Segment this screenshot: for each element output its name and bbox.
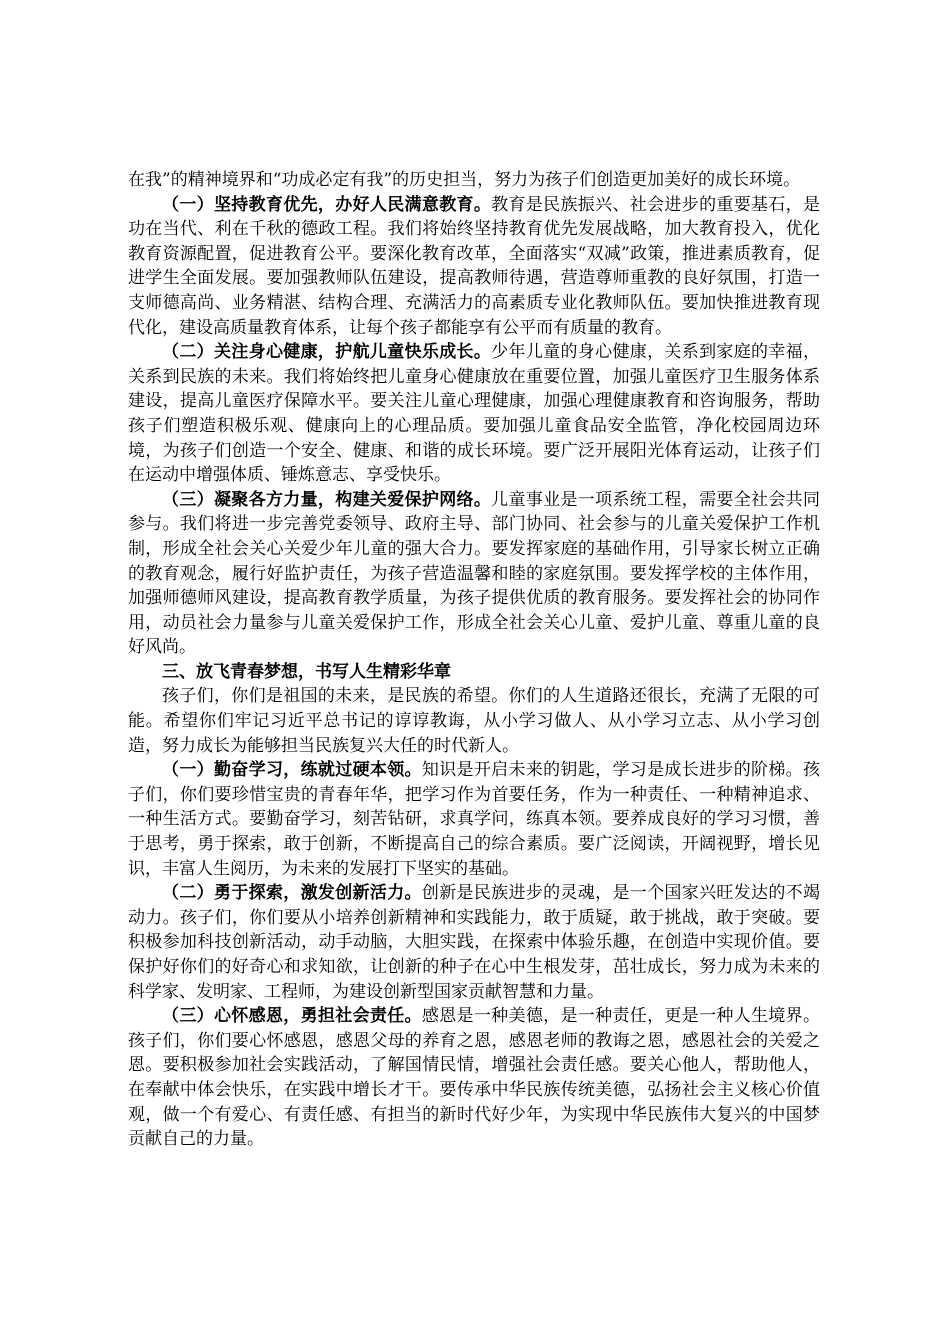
paragraph-future-hope <box>128 684 820 758</box>
section-heading: 三、放飞青春梦想，书写人生精彩华章 <box>162 661 451 682</box>
paragraph-text: 孩子们，你们是祖国的未来，是民族的希望。你们的人生道路还很长，充满了无限的可能。希望你们牢记习近平总书记的谆谆教诲，从小学习做人、从小学习立志、从小学习创造，努力成长为能够担当民族复兴大任的时代新人。 <box>128 686 820 756</box>
paragraph-study <box>128 758 820 881</box>
paragraph-continuation <box>128 168 820 193</box>
paragraph-text: 创新是民族进步的灵魂，是一个国家兴旺发达的不竭动力。孩子们，你们要从小培养创新精神和实践能力，敢于质疑，敢于挑战，敢于突破。要积极参加科技创新活动，动手动脑，大胆实践，在探索中体验乐趣，在创造中实现价值。要保护好你们的好奇心和求知欲，让创新的种子在心中生根发芽，茁壮成长，努力成为未来的科学家、发明家、工程师，为建设创新型国家贡献智慧和力量。 <box>128 883 821 1002</box>
paragraph-gratitude <box>128 1004 820 1152</box>
paragraph-text: 在我”的精神境界和“功成必定有我”的历史担当，努力为孩子们创造更加美好的成长环境。 <box>128 170 801 190</box>
paragraph-lead: （二）勇于探索，激发创新活力。 <box>162 883 422 904</box>
paragraph-lead: （二）关注身心健康，护航儿童快乐成长。 <box>162 342 492 363</box>
paragraph-text: 儿童事业是一项系统工程，需要全社会共同参与。我们将进一步完善党委领导、政府主导、部门协同、社会参与的儿童关爱保护工作机制，形成全社会关心关爱少年儿童的强大合力。要发挥家庭的基础作用，引导家长树立正确的教育观念，履行好监护责任，为孩子营造温馨和睦的家庭氛围。要发挥学校的主体作用，加强师德师风建设，提高教育教学质量，为孩子提供优质的教育服务。要发挥社会的协同作用，动员社会力量参与儿童关爱保护工作，形成全社会关心儿童、爱护儿童、尊重儿童的良好风尚。 <box>128 489 821 658</box>
paragraph-protection-network <box>128 488 820 660</box>
paragraph-lead: （三）凝聚各方力量，构建关爱保护网络。 <box>162 489 492 510</box>
document-page <box>128 168 820 1152</box>
paragraph-innovation <box>128 881 820 1004</box>
paragraph-text: 知识是开启未来的钥匙，学习是成长进步的阶梯。孩子们，你们要珍惜宝贵的青春年华，把学习作为首要任务，作为一种责任、一种精神追求、一种生活方式。要勤奋学习，刻苦钻研，求真学问，练真本领。要养成良好的学习习惯，善于思考，勇于探索，敢于创新，不断提高自己的综合素质。要广泛阅读，开阔视野，增长见识，丰富人生阅历，为未来的发展打下坚实的基础。 <box>128 760 821 879</box>
paragraph-text: 教育是民族振兴、社会进步的重要基石，是功在当代、利在千秋的德政工程。我们将始终坚持教育优先发展战略，加大教育投入，优化教育资源配置，促进教育公平。要深化教育改革，全面落实“双减”政策，推进素质教育，促进学生全面发展。要加强教师队伍建设，提高教师待遇，营造尊师重教的良好氛围，打造一支师德高尚、业务精湛、结构合理、充满活力的高素质专业化教师队伍。要加快推进教育现代化，建设高质量教育体系，让每个孩子都能享有公平而有质量的教育。 <box>128 194 821 338</box>
paragraph-text: 少年儿童的身心健康，关系到家庭的幸福，关系到民族的未来。我们将始终把儿童身心健康放在重要位置，加强儿童医疗卫生服务体系建设，提高儿童医疗保障水平。要关注儿童心理健康，加强心理健康教育和咨询服务，帮助孩子们塑造积极乐观、健康向上的心理品质。要加强儿童食品安全监管，净化校园周边环境，为孩子们创造一个安全、健康、和谐的成长环境。要广泛开展阳光体育运动，让孩子们在运动中增强体质、锤炼意志、享受快乐。 <box>128 342 821 486</box>
paragraph-lead: （一）坚持教育优先，办好人民满意教育。 <box>162 194 492 215</box>
paragraph-text: 感恩是一种美德，是一种责任，更是一种人生境界。孩子们，你们要心怀感恩，感恩父母的养育之恩，感恩老师的教诲之恩，感恩社会的关爱之恩。要积极参加社会实践活动，了解国情民情，增强社会责任感。要关心他人，帮助他人，在奉献中体会快乐，在实践中增长才干。要传承中华民族传统美德，弘扬社会主义核心价值观，做一个有爱心、有责任感、有担当的新时代好少年，为实现中华民族伟大复兴的中国梦贡献自己的力量。 <box>128 1006 821 1150</box>
paragraph-education-priority <box>128 193 820 341</box>
paragraph-lead: （一）勤奋学习，练就过硬本领。 <box>162 760 422 781</box>
paragraph-health <box>128 340 820 488</box>
paragraph-lead: （三）心怀感恩，勇担社会责任。 <box>162 1006 422 1027</box>
